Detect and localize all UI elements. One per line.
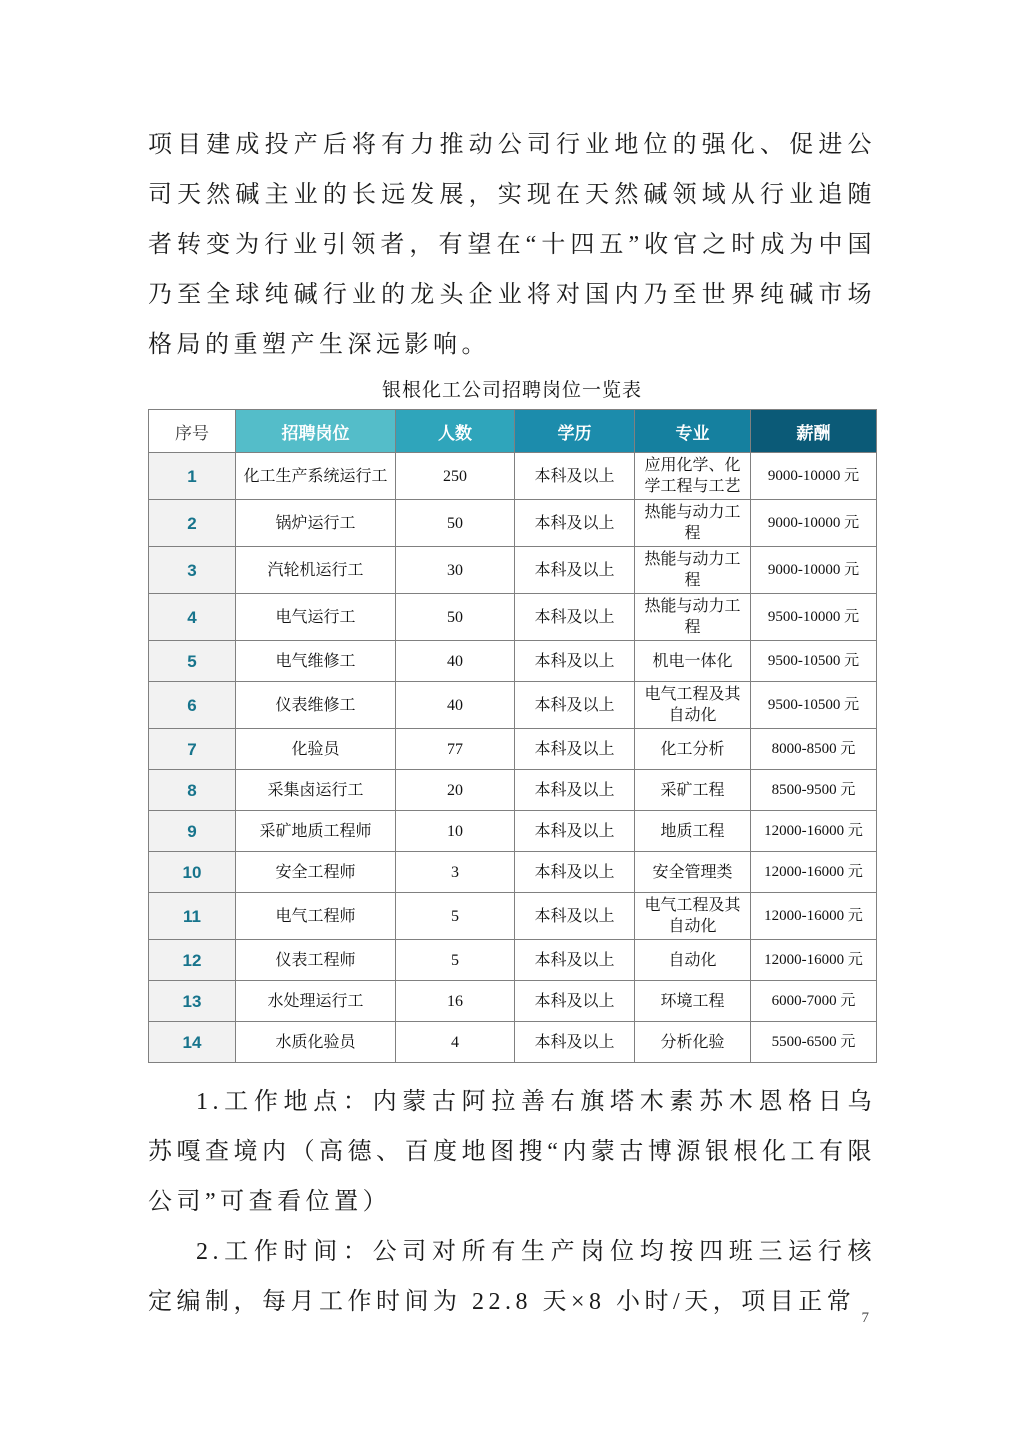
data-cell: 本科及以上 — [515, 940, 635, 981]
data-cell: 汽轮机运行工 — [236, 547, 396, 594]
data-cell: 9500-10000 元 — [751, 594, 877, 641]
data-cell: 5500-6500 元 — [751, 1022, 877, 1063]
data-cell: 9500-10500 元 — [751, 682, 877, 729]
data-cell: 环境工程 — [635, 981, 751, 1022]
data-cell: 采集卤运行工 — [236, 770, 396, 811]
data-cell: 电气工程及其自动化 — [635, 682, 751, 729]
row-index-cell: 8 — [149, 770, 236, 811]
row-index-cell: 4 — [149, 594, 236, 641]
table-row — [149, 1022, 877, 1063]
data-cell: 30 — [396, 547, 515, 594]
table-row — [149, 981, 877, 1022]
table-row — [149, 811, 877, 852]
data-cell: 化工生产系统运行工 — [236, 453, 396, 500]
row-index-cell: 10 — [149, 852, 236, 893]
table-row — [149, 729, 877, 770]
data-cell: 40 — [396, 641, 515, 682]
data-cell: 本科及以上 — [515, 981, 635, 1022]
data-cell: 仪表工程师 — [236, 940, 396, 981]
data-cell: 分析化验 — [635, 1022, 751, 1063]
data-cell: 本科及以上 — [515, 682, 635, 729]
data-cell: 本科及以上 — [515, 500, 635, 547]
data-cell: 3 — [396, 852, 515, 893]
recruitment-table — [148, 409, 877, 1063]
data-cell: 10 — [396, 811, 515, 852]
column-header-3: 学历 — [515, 410, 635, 453]
table-row — [149, 852, 877, 893]
table-row — [149, 893, 877, 940]
data-cell: 5 — [396, 893, 515, 940]
table-row — [149, 940, 877, 981]
data-cell: 水质化验员 — [236, 1022, 396, 1063]
data-cell: 4 — [396, 1022, 515, 1063]
data-cell: 采矿地质工程师 — [236, 811, 396, 852]
data-cell: 本科及以上 — [515, 770, 635, 811]
row-index-cell: 6 — [149, 682, 236, 729]
data-cell: 6000-7000 元 — [751, 981, 877, 1022]
data-cell: 水处理运行工 — [236, 981, 396, 1022]
data-cell: 本科及以上 — [515, 729, 635, 770]
column-header-5: 薪酬 — [751, 410, 877, 453]
column-header-4: 专业 — [635, 410, 751, 453]
data-cell: 9000-10000 元 — [751, 453, 877, 500]
table-row — [149, 500, 877, 547]
column-header-1: 招聘岗位 — [236, 410, 396, 453]
intro-paragraph: 项目建成投产后将有力推动公司行业地位的强化、促进公司天然碱主业的长远发展，实现在天然碱领域从行业追随者转变为行业引领者，有望在“十四五”收官之时成为中国乃至全球纯碱行业的龙头企业将对国内乃至世界纯碱市场格局的重塑产生深远影响。 — [148, 132, 876, 358]
data-cell: 250 — [396, 453, 515, 500]
row-index-cell: 12 — [149, 940, 236, 981]
data-cell: 本科及以上 — [515, 547, 635, 594]
data-cell: 采矿工程 — [635, 770, 751, 811]
row-index-cell: 11 — [149, 893, 236, 940]
data-cell: 锅炉运行工 — [236, 500, 396, 547]
note-work-time: 2.工作时间：公司对所有生产岗位均按四班三运行核定编制，每月工作时间为 22.8 天×8 小时/天，项目正常 — [148, 1239, 876, 1315]
data-cell: 12000-16000 元 — [751, 893, 877, 940]
data-cell: 20 — [396, 770, 515, 811]
row-index-cell: 14 — [149, 1022, 236, 1063]
data-cell: 77 — [396, 729, 515, 770]
row-index-cell: 5 — [149, 641, 236, 682]
data-cell: 本科及以上 — [515, 1022, 635, 1063]
data-cell: 热能与动力工程 — [635, 500, 751, 547]
data-cell: 电气工程师 — [236, 893, 396, 940]
data-cell: 本科及以上 — [515, 852, 635, 893]
data-cell: 9000-10000 元 — [751, 500, 877, 547]
column-header-2: 人数 — [396, 410, 515, 453]
data-cell: 12000-16000 元 — [751, 811, 877, 852]
row-index-cell: 7 — [149, 729, 236, 770]
data-cell: 12000-16000 元 — [751, 852, 877, 893]
table-row — [149, 547, 877, 594]
page-content — [148, 0, 876, 1327]
row-index-cell: 9 — [149, 811, 236, 852]
data-cell: 12000-16000 元 — [751, 940, 877, 981]
table-row — [149, 641, 877, 682]
data-cell: 化工分析 — [635, 729, 751, 770]
data-cell: 安全管理类 — [635, 852, 751, 893]
row-index-cell: 3 — [149, 547, 236, 594]
note-work-location: 1.工作地点：内蒙古阿拉善右旗塔木素苏木恩格日乌苏嘎查境内（高德、百度地图搜“内蒙古博源银根化工有限公司”可查看位置） — [148, 1089, 876, 1215]
data-cell: 地质工程 — [635, 811, 751, 852]
data-cell: 热能与动力工程 — [635, 547, 751, 594]
data-cell: 50 — [396, 500, 515, 547]
data-cell: 9500-10500 元 — [751, 641, 877, 682]
data-cell: 仪表维修工 — [236, 682, 396, 729]
data-cell: 机电一体化 — [635, 641, 751, 682]
table-header-row — [149, 410, 877, 453]
table-title: 银根化工公司招聘岗位一览表 — [381, 380, 642, 401]
table-row — [149, 594, 877, 641]
data-cell: 本科及以上 — [515, 811, 635, 852]
table-body — [149, 453, 877, 1063]
data-cell: 40 — [396, 682, 515, 729]
data-cell: 本科及以上 — [515, 453, 635, 500]
table-row — [149, 453, 877, 500]
row-index-cell: 1 — [149, 453, 236, 500]
data-cell: 16 — [396, 981, 515, 1022]
data-cell: 电气维修工 — [236, 641, 396, 682]
data-cell: 50 — [396, 594, 515, 641]
data-cell: 安全工程师 — [236, 852, 396, 893]
row-index-cell: 13 — [149, 981, 236, 1022]
data-cell: 自动化 — [635, 940, 751, 981]
data-cell: 热能与动力工程 — [635, 594, 751, 641]
data-cell: 9000-10000 元 — [751, 547, 877, 594]
data-cell: 本科及以上 — [515, 641, 635, 682]
data-cell: 8000-8500 元 — [751, 729, 877, 770]
table-row — [149, 682, 877, 729]
column-header-0: 序号 — [149, 410, 236, 453]
data-cell: 本科及以上 — [515, 893, 635, 940]
data-cell: 化验员 — [236, 729, 396, 770]
data-cell: 5 — [396, 940, 515, 981]
table-row — [149, 770, 877, 811]
data-cell: 应用化学、化学工程与工艺 — [635, 453, 751, 500]
data-cell: 电气运行工 — [236, 594, 396, 641]
page-number: 7 — [861, 1310, 869, 1326]
data-cell: 电气工程及其自动化 — [635, 893, 751, 940]
row-index-cell: 2 — [149, 500, 236, 547]
data-cell: 本科及以上 — [515, 594, 635, 641]
data-cell: 8500-9500 元 — [751, 770, 877, 811]
